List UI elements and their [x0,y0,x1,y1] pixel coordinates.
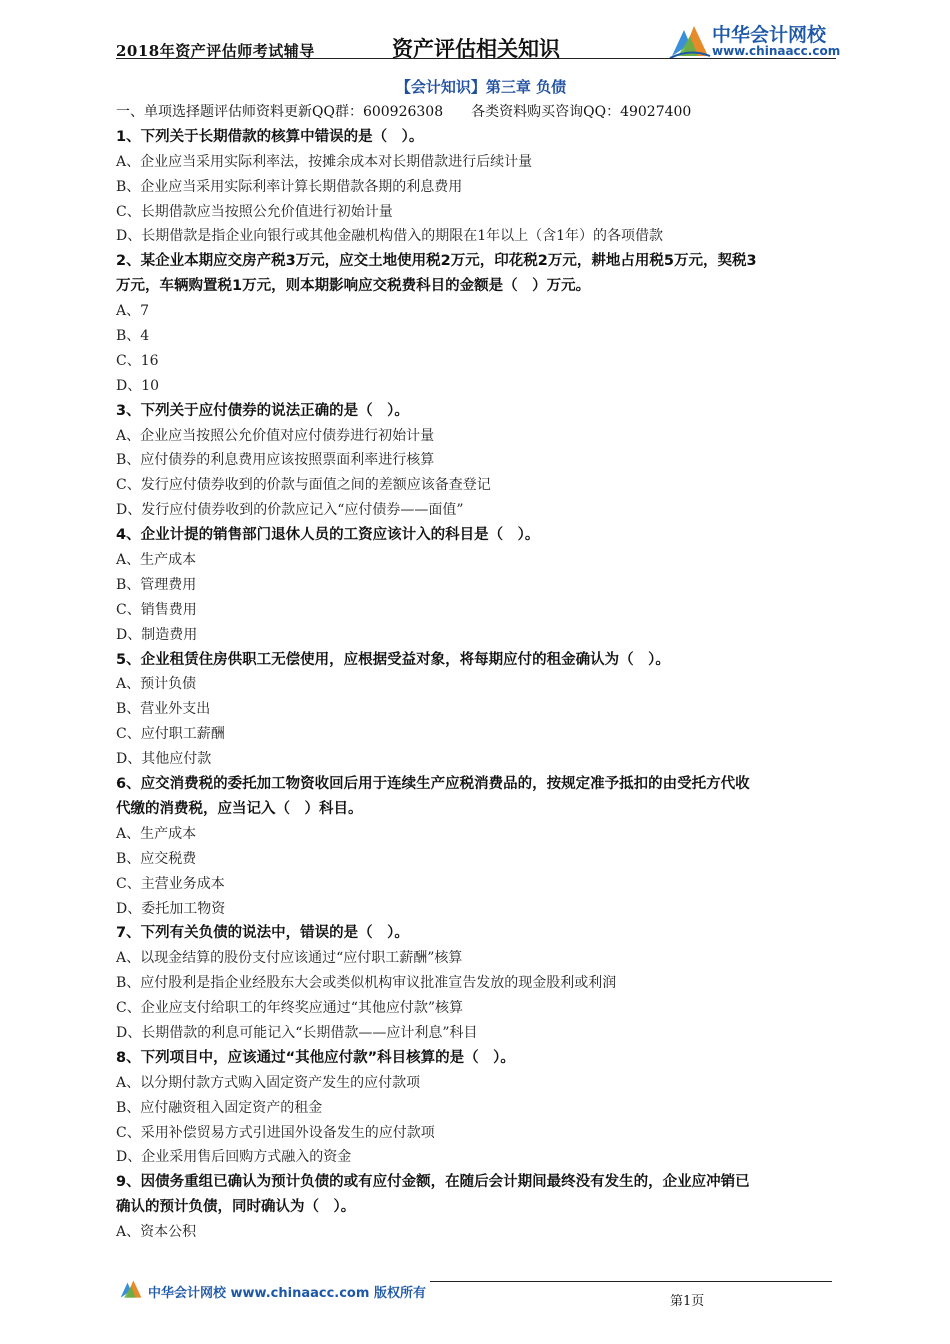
page-header [0,0,950,68]
question-text: 代缴的消费税，应当记入（ ）科目。 [116,800,363,817]
answer-option: B、应付股利是指企业经股东大会或类似机构审议批准宣告发放的现金股利或利润 [116,975,617,992]
answer-option: C、应付职工薪酬 [116,726,225,743]
answer-option: D、制造费用 [116,626,198,643]
answer-option: D、10 [116,377,160,394]
page-number: 第1页 [670,1294,705,1309]
answer-option: C、长期借款应当按照公允价值进行初始计量 [116,203,393,220]
answer-option: A、以现金结算的股份支付应该通过“应付职工薪酬”核算 [116,950,463,967]
question-text: 4、企业计提的销售部门退休人员的工资应该计入的科目是（ ）。 [116,527,540,544]
answer-option: A、资本公积 [116,1224,197,1241]
logo-mark-icon [668,22,712,60]
answer-option: B、营业外支出 [116,701,211,718]
question-text: 2、某企业本期应交房产税3万元，应交土地使用税2万元，印花税2万元，耕地占用税5万元，契税3 [116,253,757,270]
header-divider [116,58,836,59]
answer-option: C、销售费用 [116,601,197,618]
question-text: 确认的预计负债，同时确认为（ ）。 [116,1199,356,1216]
answer-option: C、主营业务成本 [116,875,225,892]
header-center-title: 资产评估相关知识 [392,37,560,61]
answer-option: D、企业采用售后回购方式融入的资金 [116,1149,352,1166]
answer-option: D、发行应付债券收到的价款应记入“应付债券——面值” [116,502,464,519]
footer-divider [430,1281,832,1282]
question-text: 6、应交消费税的委托加工物资收回后用于连续生产应税消费品的，按规定准予抵扣的由受托方代收 [116,776,750,793]
answer-option: A、以分期付款方式购入固定资产发生的应付款项 [116,1074,421,1091]
answer-option: C、发行应付债券收到的价款与面值之间的差额应该备查登记 [116,477,491,494]
answer-option: B、4 [116,328,150,345]
question-text: 5、企业租赁住房供职工无偿使用，应根据受益对象，将每期应付的租金确认为（ ）。 [116,651,670,668]
answer-option: A、预计负债 [116,676,197,693]
document-body [116,74,846,1245]
question-text: 9、因债务重组已确认为预计负债的或有应付金额，在随后会计期间最终没有发生的，企业应冲销已 [116,1174,750,1191]
logo-url: www.chinaacc.com [712,44,841,58]
answer-option: A、生产成本 [116,825,197,842]
header-left-text: 2018年资产评估师考试辅导 [116,42,315,60]
answer-option: B、管理费用 [116,576,197,593]
answer-option: A、生产成本 [116,552,197,569]
answer-option: C、16 [116,352,159,369]
page-footer [0,1270,950,1344]
answer-option: D、长期借款是指企业向银行或其他金融机构借入的期限在1年以上（含1年）的各项借款 [116,228,664,245]
footer-logo-icon [118,1278,144,1300]
logo-name: 中华会计网校 [712,24,827,46]
intro-line: 一、单项选择题评估师资料更新QQ群：600926308 各类资料购买咨询QQ：49027400 [116,104,692,120]
footer-copyright: 中华会计网校 www.chinaacc.com 版权所有 [148,1286,426,1301]
answer-option: B、企业应当采用实际利率计算长期借款各期的利息费用 [116,178,463,195]
question-list [116,125,846,1245]
brand-logo [668,20,848,66]
answer-option: D、其他应付款 [116,751,212,768]
question-text: 3、下列关于应付债券的说法正确的是（ ）。 [116,402,409,419]
answer-option: D、委托加工物资 [116,900,226,917]
answer-option: A、7 [116,303,150,320]
answer-option: B、应付债券的利息费用应该按照票面利率进行核算 [116,452,435,469]
answer-option: C、企业应支付给职工的年终奖应通过“其他应付款”核算 [116,1000,464,1017]
answer-option: A、企业应当采用实际利率法，按摊余成本对长期借款进行后续计量 [116,153,533,170]
answer-option: A、企业应当按照公允价值对应付债券进行初始计量 [116,427,435,444]
answer-option: C、采用补偿贸易方式引进国外设备发生的应付款项 [116,1124,435,1141]
section-title: 【会计知识】第三章 负债 [395,78,567,96]
answer-option: B、应付融资租入固定资产的租金 [116,1099,323,1116]
question-text: 万元，车辆购置税1万元，则本期影响应交税费科目的金额是（ ）万元。 [116,278,591,295]
answer-option: D、长期借款的利息可能记入“长期借款——应计利息”科目 [116,1024,478,1041]
question-text: 8、下列项目中，应该通过“其他应付款”科目核算的是（ ）。 [116,1049,515,1066]
question-text: 1、下列关于长期借款的核算中错误的是（ ）。 [116,128,424,145]
question-text: 7、下列有关负债的说法中，错误的是（ ）。 [116,925,409,942]
answer-option: B、应交税费 [116,850,197,867]
